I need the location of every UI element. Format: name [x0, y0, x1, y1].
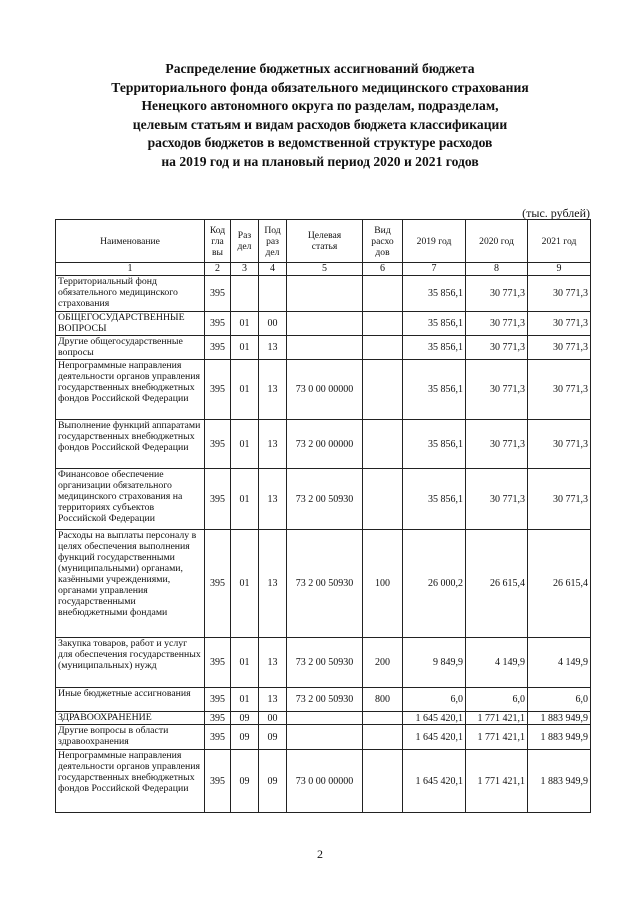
title-line: Территориального фонда обязательного медицинского страхования [111, 79, 529, 95]
row-2020: 6,0 [466, 688, 528, 712]
table-row [56, 638, 591, 688]
row-2021: 30 771,3 [528, 312, 591, 336]
row-kind [363, 312, 403, 336]
row-name: Иные бюджетные ассигнования [56, 688, 205, 712]
row-2021: 6,0 [528, 688, 591, 712]
row-2021: 4 149,9 [528, 638, 591, 688]
row-subsection: 09 [259, 750, 287, 813]
column-number-row [56, 263, 591, 276]
row-subsection: 13 [259, 688, 287, 712]
row-subsection: 13 [259, 638, 287, 688]
row-section: 01 [231, 336, 259, 360]
row-code: 395 [205, 276, 231, 312]
row-2020: 30 771,3 [466, 336, 528, 360]
row-2020: 1 771 421,1 [466, 725, 528, 750]
row-kind [363, 725, 403, 750]
table-row [56, 336, 591, 360]
row-2021: 1 883 949,9 [528, 712, 591, 725]
row-target: 73 2 00 50930 [287, 688, 363, 712]
title-line: расходов бюджетов в ведомственной структуре расходов [147, 135, 493, 151]
row-code: 395 [205, 336, 231, 360]
row-target [287, 336, 363, 360]
row-2020: 26 615,4 [466, 530, 528, 638]
row-section: 01 [231, 688, 259, 712]
header-2021: 2021 год [528, 220, 591, 263]
header-section: Раз дел [231, 220, 259, 263]
row-subsection: 13 [259, 469, 287, 530]
row-target: 73 2 00 50930 [287, 530, 363, 638]
title-line: на 2019 год и на плановый период 2020 и 2021 годов [161, 153, 479, 169]
page-number: 2 [317, 847, 323, 861]
table-row [56, 725, 591, 750]
row-2020: 30 771,3 [466, 360, 528, 420]
row-section: 01 [231, 360, 259, 420]
row-kind [363, 469, 403, 530]
row-section [231, 276, 259, 312]
row-subsection: 13 [259, 360, 287, 420]
row-2019: 35 856,1 [403, 276, 466, 312]
row-name: Территориальный фонд обязательного медицинского страхования [56, 276, 205, 312]
row-2020: 1 771 421,1 [466, 750, 528, 813]
title-line: целевым статьям и видам расходов бюджета классификации [132, 116, 508, 132]
column-number: 2 [205, 263, 231, 276]
row-2019: 1 645 420,1 [403, 750, 466, 813]
row-2021: 30 771,3 [528, 469, 591, 530]
row-subsection [259, 276, 287, 312]
column-number: 5 [287, 263, 363, 276]
row-subsection: 00 [259, 312, 287, 336]
column-number: 3 [231, 263, 259, 276]
row-2020: 4 149,9 [466, 638, 528, 688]
row-2019: 35 856,1 [403, 420, 466, 469]
row-name: Закупка товаров, работ и услуг для обеспечения государственных (муниципальных) нужд [56, 638, 205, 688]
table-row [56, 312, 591, 336]
row-target [287, 276, 363, 312]
row-name: ЗДРАВООХРАНЕНИЕ [56, 712, 205, 725]
row-target: 73 0 00 00000 [287, 360, 363, 420]
row-2019: 35 856,1 [403, 312, 466, 336]
budget-table [55, 219, 591, 813]
table-row [56, 712, 591, 725]
row-name: Расходы на выплаты персоналу в целях обеспечения выполнения функций государственными (муниципальными) органами, казёнными учреждениями, органами управления государственными внебюджетными фондами [56, 530, 205, 638]
row-2021: 30 771,3 [528, 360, 591, 420]
row-2021: 1 883 949,9 [528, 725, 591, 750]
row-2020: 30 771,3 [466, 312, 528, 336]
table-row [56, 688, 591, 712]
row-kind [363, 336, 403, 360]
header-kind: Вид расхо дов [363, 220, 403, 263]
row-name: ОБЩЕГОСУДАРСТВЕННЫЕ ВОПРОСЫ [56, 312, 205, 336]
row-2020: 1 771 421,1 [466, 712, 528, 725]
row-kind [363, 276, 403, 312]
row-name: Непрограммные направления деятельности органов управления государственных внебюджетных фондов Российской Федерации [56, 750, 205, 813]
row-name: Выполнение функций аппаратами государственных внебюджетных фондов Российской Федерации [56, 420, 205, 469]
row-target [287, 312, 363, 336]
row-section: 09 [231, 725, 259, 750]
row-2019: 26 000,2 [403, 530, 466, 638]
row-code: 395 [205, 312, 231, 336]
row-subsection: 09 [259, 725, 287, 750]
row-code: 395 [205, 750, 231, 813]
row-2019: 1 645 420,1 [403, 725, 466, 750]
column-number: 1 [56, 263, 205, 276]
row-section: 01 [231, 469, 259, 530]
row-section: 01 [231, 530, 259, 638]
row-2019: 9 849,9 [403, 638, 466, 688]
row-target: 73 2 00 00000 [287, 420, 363, 469]
title-line: Распределение бюджетных ассигнований бюджета [165, 61, 475, 76]
row-2019: 6,0 [403, 688, 466, 712]
table-row [56, 750, 591, 813]
row-section: 01 [231, 420, 259, 469]
row-code: 395 [205, 712, 231, 725]
row-section: 09 [231, 750, 259, 813]
table-row [56, 276, 591, 312]
row-target [287, 712, 363, 725]
column-number: 9 [528, 263, 591, 276]
row-2019: 35 856,1 [403, 469, 466, 530]
row-subsection: 13 [259, 336, 287, 360]
row-code: 395 [205, 469, 231, 530]
header-code: Код гла вы [205, 220, 231, 263]
row-2021: 30 771,3 [528, 276, 591, 312]
row-2019: 1 645 420,1 [403, 712, 466, 725]
row-kind [363, 712, 403, 725]
row-code: 395 [205, 725, 231, 750]
row-kind: 800 [363, 688, 403, 712]
row-section: 01 [231, 638, 259, 688]
header-subsection: Под раз дел [259, 220, 287, 263]
row-2021: 30 771,3 [528, 420, 591, 469]
table-row [56, 530, 591, 638]
header-2019: 2019 год [403, 220, 466, 263]
row-target [287, 725, 363, 750]
row-subsection: 13 [259, 530, 287, 638]
row-name: Другие общегосударственные вопросы [56, 336, 205, 360]
title-line: Ненецкого автономного округа по разделам, подразделам, [141, 98, 499, 114]
row-code: 395 [205, 360, 231, 420]
row-2021: 26 615,4 [528, 530, 591, 638]
row-section: 01 [231, 312, 259, 336]
row-2021: 1 883 949,9 [528, 750, 591, 813]
row-2020: 30 771,3 [466, 420, 528, 469]
header-name: Наименование [56, 220, 205, 263]
row-code: 395 [205, 530, 231, 638]
row-target: 73 2 00 50930 [287, 469, 363, 530]
row-subsection: 13 [259, 420, 287, 469]
column-number: 4 [259, 263, 287, 276]
row-kind: 200 [363, 638, 403, 688]
column-number: 8 [466, 263, 528, 276]
table-row [56, 360, 591, 420]
row-code: 395 [205, 688, 231, 712]
row-code: 395 [205, 420, 231, 469]
units-label: (тыс. рублей) [522, 206, 590, 220]
row-2020: 30 771,3 [466, 276, 528, 312]
row-2020: 30 771,3 [466, 469, 528, 530]
row-subsection: 00 [259, 712, 287, 725]
row-name: Другие вопросы в области здравоохранения [56, 725, 205, 750]
row-2019: 35 856,1 [403, 360, 466, 420]
document-title [60, 60, 580, 172]
header-target: Целевая статья [287, 220, 363, 263]
table-row [56, 469, 591, 530]
header-row [56, 220, 591, 263]
row-name: Непрограммные направления деятельности органов управления государственных внебюджетных фондов Российской Федерации [56, 360, 205, 420]
row-name: Финансовое обеспечение организации обязательного медицинского страхования на территориях субъектов Российской Федерации [56, 469, 205, 530]
row-kind [363, 420, 403, 469]
row-kind: 100 [363, 530, 403, 638]
row-section: 09 [231, 712, 259, 725]
row-target: 73 0 00 00000 [287, 750, 363, 813]
row-kind [363, 360, 403, 420]
row-2019: 35 856,1 [403, 336, 466, 360]
row-kind [363, 750, 403, 813]
column-number: 6 [363, 263, 403, 276]
row-target: 73 2 00 50930 [287, 638, 363, 688]
table-row [56, 420, 591, 469]
row-2021: 30 771,3 [528, 336, 591, 360]
header-2020: 2020 год [466, 220, 528, 263]
row-code: 395 [205, 638, 231, 688]
column-number: 7 [403, 263, 466, 276]
